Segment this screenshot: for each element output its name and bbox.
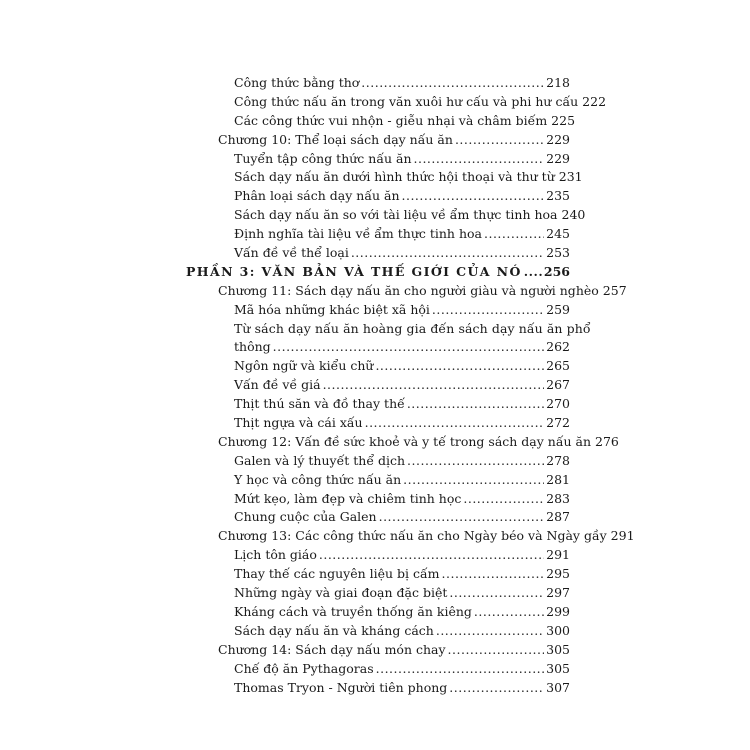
toc-page-number: 270: [546, 396, 570, 412]
toc-chapter-entry: [186, 641, 570, 660]
toc-entry-title: Chung cuộc của Galen: [234, 509, 377, 525]
toc-chapter-entry: [186, 433, 619, 452]
toc-page-number: 297: [546, 585, 570, 601]
dot-leader: [436, 622, 544, 641]
toc-page-number: 231: [558, 169, 583, 185]
toc-section-entry: [186, 508, 570, 527]
toc-section-entry: [186, 187, 570, 206]
dot-leader: [407, 452, 544, 471]
toc-page-number: 257: [602, 282, 627, 298]
dot-leader: [351, 244, 544, 263]
toc-entry-title: Y học và công thức nấu ăn: [234, 471, 402, 487]
dot-leader: [474, 603, 544, 622]
toc-page-number: 291: [610, 528, 635, 544]
toc-entry-title: Thịt ngựa và cái xấu: [234, 415, 363, 431]
toc-entry-title: thông: [234, 339, 271, 355]
toc-entry-title: Vấn đề về thể loại: [234, 245, 349, 261]
toc-section-entry: [186, 357, 570, 376]
toc-entry-title: Phân loại sách dạy nấu ăn: [234, 188, 400, 204]
toc-section-entry: [186, 74, 570, 93]
toc-page-number: 229: [546, 150, 570, 166]
table-of-contents: [186, 74, 635, 697]
toc-page-number: 287: [546, 509, 570, 525]
toc-section-entry: [186, 603, 570, 622]
toc-entry-title: Mứt kẹo, làm đẹp và chiêm tinh học: [234, 490, 462, 506]
toc-section-entry: [186, 452, 570, 471]
toc-entry-title: Sách dạy nấu ăn và kháng cách: [234, 622, 434, 638]
toc-page-number: 265: [546, 358, 570, 374]
dot-leader: [484, 225, 544, 244]
toc-page-number: 240: [561, 207, 586, 223]
toc-section-entry: [186, 338, 570, 357]
toc-page-number: 267: [546, 377, 570, 393]
toc-chapter-entry: [186, 282, 627, 301]
toc-entry-title: Ngôn ngữ và kiểu chữ: [234, 358, 374, 374]
toc-chapter-entry: [186, 131, 570, 150]
toc-section-entry: [186, 168, 583, 187]
toc-page-number: 291: [546, 547, 570, 563]
toc-section-entry: [186, 112, 576, 131]
dot-leader: [442, 565, 545, 584]
toc-section-entry: [186, 414, 570, 433]
toc-section-entry: [186, 225, 570, 244]
dot-leader: [449, 584, 544, 603]
toc-section-entry: [186, 565, 570, 584]
toc-page-number: 295: [546, 566, 570, 582]
dot-leader: [403, 471, 544, 490]
toc-page-number: 281: [546, 471, 570, 487]
toc-section-entry: [186, 206, 586, 225]
toc-entry-title: Chương 13: Các công thức nấu ăn cho Ngày béo và Ngày gầy: [218, 528, 607, 544]
dot-leader: [273, 338, 544, 357]
dot-leader: [407, 395, 544, 414]
toc-page-number: 245: [546, 226, 570, 242]
toc-section-entry: [186, 395, 570, 414]
toc-entry-title: Vấn đề về giá: [234, 377, 321, 393]
toc-entry-title: Những ngày và giai đoạn đặc biệt: [234, 585, 448, 601]
toc-page-number: 305: [546, 660, 570, 676]
dot-leader: [361, 74, 544, 93]
toc-page-number: 229: [546, 131, 570, 147]
toc-entry-title: Công thức nấu ăn trong văn xuôi hư cấu và phi hư cấu: [234, 93, 579, 109]
toc-section-entry: [186, 546, 570, 565]
toc-section-entry: [186, 376, 570, 395]
dot-leader: [414, 150, 545, 169]
toc-page-number: 222: [582, 93, 607, 109]
toc-entry-title: Từ sách dạy nấu ăn hoàng gia đến sách dạy nấu ăn phổ: [234, 320, 591, 336]
dot-leader: [449, 679, 544, 698]
toc-page-number: 256: [543, 263, 570, 279]
toc-section-entry: [186, 660, 570, 679]
dot-leader: [432, 301, 544, 320]
toc-page-number: 225: [551, 112, 576, 128]
toc-entry-title: Lịch tôn giáo: [234, 547, 317, 563]
toc-section-entry: [186, 93, 607, 112]
toc-entry-title: Chương 10: Thể loại sách dạy nấu ăn: [218, 131, 453, 147]
toc-section-entry: [186, 320, 591, 339]
toc-section-entry: [186, 679, 570, 698]
dot-leader: [463, 490, 544, 509]
dot-leader: [455, 131, 544, 150]
toc-page-number: 235: [546, 188, 570, 204]
dot-leader: [379, 508, 545, 527]
toc-page-number: 305: [546, 641, 570, 657]
toc-page-number: 300: [546, 622, 570, 638]
toc-entry-title: Thay thế các nguyên liệu bị cấm: [234, 566, 440, 582]
dot-leader: [402, 187, 545, 206]
toc-page-number: 218: [546, 75, 570, 90]
toc-entry-title: Sách dạy nấu ăn so với tài liệu về ẩm thực tinh hoa: [234, 207, 558, 223]
dot-leader: [323, 376, 545, 395]
toc-page-number: 259: [546, 301, 570, 317]
toc-entry-title: Công thức bằng thơ: [234, 75, 360, 90]
toc-entry-title: Chế độ ăn Pythagoras: [234, 660, 374, 676]
toc-chapter-entry: [186, 527, 635, 546]
toc-part-heading: [186, 263, 570, 282]
toc-page-number: 299: [546, 603, 570, 619]
toc-section-entry: [186, 490, 570, 509]
toc-section-entry: [186, 244, 570, 263]
dot-leader: [365, 414, 545, 433]
toc-section-entry: [186, 150, 570, 169]
dot-leader: [376, 660, 545, 679]
toc-entry-title: Sách dạy nấu ăn dưới hình thức hội thoại và thư từ: [234, 169, 555, 185]
toc-entry-title: Thomas Tryon - Người tiên phong: [234, 679, 448, 695]
toc-section-entry: [186, 584, 570, 603]
toc-entry-title: Thịt thú săn và đồ thay thế: [234, 396, 405, 412]
toc-entry-title: Chương 14: Sách dạy nấu món chay: [218, 641, 446, 657]
toc-entry-title: Định nghĩa tài liệu về ẩm thực tinh hoa: [234, 226, 482, 242]
toc-page-number: 278: [546, 452, 570, 468]
toc-section-entry: [186, 301, 570, 320]
toc-entry-title: Kháng cách và truyền thống ăn kiêng: [234, 603, 472, 619]
toc-entry-title: Chương 12: Vấn đề sức khoẻ và y tế trong sách dạy nấu ăn: [218, 433, 592, 449]
toc-entry-title: Mã hóa những khác biệt xã hội: [234, 301, 430, 317]
toc-section-entry: [186, 622, 570, 641]
toc-page-number: 276: [595, 433, 619, 449]
dot-leader: [319, 546, 544, 565]
toc-entry-title: Tuyển tập công thức nấu ăn: [234, 150, 412, 166]
toc-entry-title: Galen và lý thuyết thể dịch: [234, 452, 406, 468]
toc-page-number: 262: [546, 339, 570, 355]
toc-entry-title: Các công thức vui nhộn - giễu nhại và châm biếm: [234, 112, 548, 128]
toc-entry-title: Chương 11: Sách dạy nấu ăn cho người giàu và người nghèo: [218, 282, 599, 298]
toc-page-number: 283: [546, 490, 570, 506]
dot-leader: [524, 263, 542, 282]
dot-leader: [448, 641, 545, 660]
toc-section-entry: [186, 471, 570, 490]
toc-entry-title: PHẦN 3: VĂN BẢN VÀ THẾ GIỚI CỦA NÓ: [186, 263, 522, 279]
toc-page-number: 253: [546, 245, 570, 261]
toc-page-number: 272: [546, 415, 570, 431]
toc-page-number: 307: [546, 679, 570, 695]
dot-leader: [375, 357, 544, 376]
